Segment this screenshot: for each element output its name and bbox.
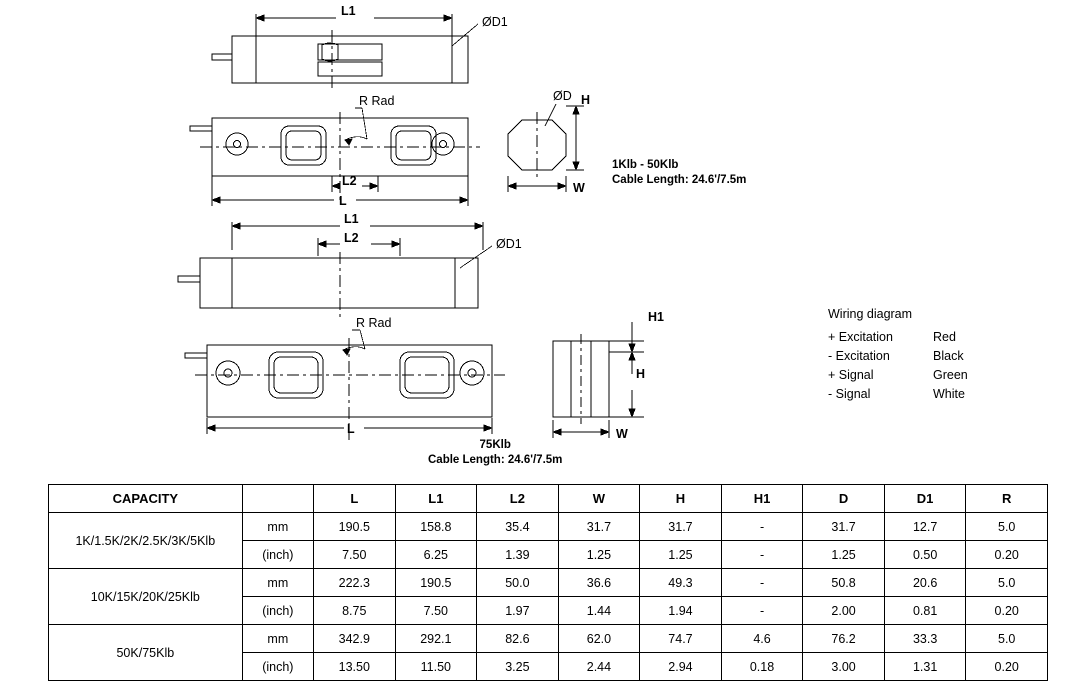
value-D: 3.00 bbox=[803, 653, 885, 681]
value-L2: 35.4 bbox=[477, 513, 559, 541]
table-row bbox=[49, 513, 1048, 541]
value-D1: 33.3 bbox=[884, 625, 966, 653]
wiring-signal-label: - Excitation bbox=[828, 349, 890, 363]
value-R: 0.20 bbox=[966, 653, 1048, 681]
wiring-diagram bbox=[828, 305, 1058, 404]
value-D: 50.8 bbox=[803, 569, 885, 597]
dimension-H1 bbox=[609, 322, 644, 352]
label-W-end: W bbox=[573, 181, 585, 195]
value-W: 31.7 bbox=[558, 513, 640, 541]
value-H1: 0.18 bbox=[721, 653, 803, 681]
value-R: 5.0 bbox=[966, 513, 1048, 541]
label-OD-end: ØD bbox=[553, 89, 572, 103]
wiring-signal-label: + Excitation bbox=[828, 330, 893, 344]
header-H: H bbox=[640, 485, 722, 513]
value-L1: 158.8 bbox=[395, 513, 477, 541]
header-D: D bbox=[803, 485, 885, 513]
unit-cell: (inch) bbox=[242, 653, 313, 681]
value-H1: 4.6 bbox=[721, 625, 803, 653]
value-L: 7.50 bbox=[314, 541, 396, 569]
header-unit bbox=[242, 485, 313, 513]
value-D: 31.7 bbox=[803, 513, 885, 541]
value-D1: 0.50 bbox=[884, 541, 966, 569]
wiring-color-label: Black bbox=[933, 349, 964, 363]
value-H: 74.7 bbox=[640, 625, 722, 653]
value-L2: 82.6 bbox=[477, 625, 559, 653]
header-H1: H1 bbox=[721, 485, 803, 513]
value-H1: - bbox=[721, 597, 803, 625]
value-L2: 1.39 bbox=[477, 541, 559, 569]
value-L: 190.5 bbox=[314, 513, 396, 541]
header-W: W bbox=[558, 485, 640, 513]
unit-cell: mm bbox=[242, 513, 313, 541]
header-D1: D1 bbox=[884, 485, 966, 513]
dimensions-table-wrapper bbox=[48, 484, 1048, 681]
dimension-H-lower bbox=[609, 352, 644, 417]
wiring-row bbox=[828, 328, 1058, 347]
wiring-row bbox=[828, 366, 1058, 385]
cable-note-small bbox=[612, 158, 746, 188]
unit-cell: (inch) bbox=[242, 541, 313, 569]
value-L1: 11.50 bbox=[395, 653, 477, 681]
value-W: 62.0 bbox=[558, 625, 640, 653]
wiring-row bbox=[828, 347, 1058, 366]
value-L1: 292.1 bbox=[395, 625, 477, 653]
unit-cell: mm bbox=[242, 569, 313, 597]
header-R: R bbox=[966, 485, 1048, 513]
value-H1: - bbox=[721, 513, 803, 541]
wiring-color-label: Green bbox=[933, 368, 968, 382]
value-L: 8.75 bbox=[314, 597, 396, 625]
value-L1: 6.25 bbox=[395, 541, 477, 569]
label-L: L bbox=[339, 194, 347, 208]
value-R: 5.0 bbox=[966, 625, 1048, 653]
header-L: L bbox=[314, 485, 396, 513]
value-H: 1.25 bbox=[640, 541, 722, 569]
table-header-row bbox=[49, 485, 1048, 513]
dimensions-table bbox=[48, 484, 1048, 681]
value-H: 31.7 bbox=[640, 513, 722, 541]
label-OD1-top: ØD1 bbox=[482, 15, 508, 29]
unit-cell: mm bbox=[242, 625, 313, 653]
value-D: 2.00 bbox=[803, 597, 885, 625]
value-R: 0.20 bbox=[966, 541, 1048, 569]
value-H: 2.94 bbox=[640, 653, 722, 681]
value-W: 36.6 bbox=[558, 569, 640, 597]
label-L2-lower: L2 bbox=[344, 231, 359, 245]
capacity-cell: 10K/15K/20K/25Klb bbox=[49, 569, 243, 625]
wiring-diagram-title: Wiring diagram bbox=[828, 307, 913, 321]
value-W: 2.44 bbox=[558, 653, 640, 681]
dimension-L2-lower bbox=[318, 238, 400, 256]
value-L: 342.9 bbox=[314, 625, 396, 653]
cable-note-small-length: Cable Length: 24.6'/7.5m bbox=[612, 174, 747, 186]
wiring-signal-label: + Signal bbox=[828, 368, 874, 382]
cable-note-small-capacity: 1Klb - 50Klb bbox=[612, 159, 679, 171]
header-capacity: CAPACITY bbox=[49, 485, 243, 513]
value-D1: 1.31 bbox=[884, 653, 966, 681]
unit-cell: (inch) bbox=[242, 597, 313, 625]
wiring-color-label: Red bbox=[933, 330, 956, 344]
label-L1-top: L1 bbox=[341, 4, 356, 18]
table-row bbox=[49, 569, 1048, 597]
label-OD1-lower: ØD1 bbox=[496, 237, 522, 251]
value-H1: - bbox=[721, 569, 803, 597]
label-H-lower: H bbox=[636, 367, 646, 381]
value-L2: 1.97 bbox=[477, 597, 559, 625]
value-L: 222.3 bbox=[314, 569, 396, 597]
label-L-lower: L bbox=[347, 422, 355, 436]
value-D1: 0.81 bbox=[884, 597, 966, 625]
value-H: 1.94 bbox=[640, 597, 722, 625]
capacity-cell: 50K/75Klb bbox=[49, 625, 243, 681]
cable-note-large bbox=[428, 438, 562, 468]
value-H: 49.3 bbox=[640, 569, 722, 597]
value-L1: 7.50 bbox=[395, 597, 477, 625]
value-D1: 20.6 bbox=[884, 569, 966, 597]
cable-note-large-capacity: 75Klb bbox=[479, 439, 511, 451]
label-R-Rad-top: R Rad bbox=[359, 94, 395, 108]
value-D: 76.2 bbox=[803, 625, 885, 653]
value-R: 0.20 bbox=[966, 597, 1048, 625]
dimension-H bbox=[566, 106, 584, 170]
label-L2: L2 bbox=[342, 174, 357, 188]
value-L2: 50.0 bbox=[477, 569, 559, 597]
value-H1: - bbox=[721, 541, 803, 569]
label-H-end: H bbox=[581, 93, 591, 107]
value-L1: 190.5 bbox=[395, 569, 477, 597]
cable-note-large-length: Cable Length: 24.6'/7.5m bbox=[428, 454, 563, 466]
wiring-row bbox=[828, 385, 1058, 404]
header-L1: L1 bbox=[395, 485, 477, 513]
value-W: 1.25 bbox=[558, 541, 640, 569]
label-H1: H1 bbox=[648, 310, 664, 324]
wiring-signal-label: - Signal bbox=[828, 387, 871, 401]
dimension-W bbox=[508, 176, 566, 192]
table-row bbox=[49, 625, 1048, 653]
value-L: 13.50 bbox=[314, 653, 396, 681]
capacity-cell: 1K/1.5K/2K/2.5K/3K/5Klb bbox=[49, 513, 243, 569]
value-D: 1.25 bbox=[803, 541, 885, 569]
label-W-lower: W bbox=[616, 427, 628, 441]
value-L2: 3.25 bbox=[477, 653, 559, 681]
value-W: 1.44 bbox=[558, 597, 640, 625]
label-R-Rad-lower: R Rad bbox=[356, 316, 392, 330]
value-R: 5.0 bbox=[966, 569, 1048, 597]
label-L1-lower: L1 bbox=[344, 212, 359, 226]
header-L2: L2 bbox=[477, 485, 559, 513]
value-D1: 12.7 bbox=[884, 513, 966, 541]
wiring-color-label: White bbox=[933, 387, 965, 401]
